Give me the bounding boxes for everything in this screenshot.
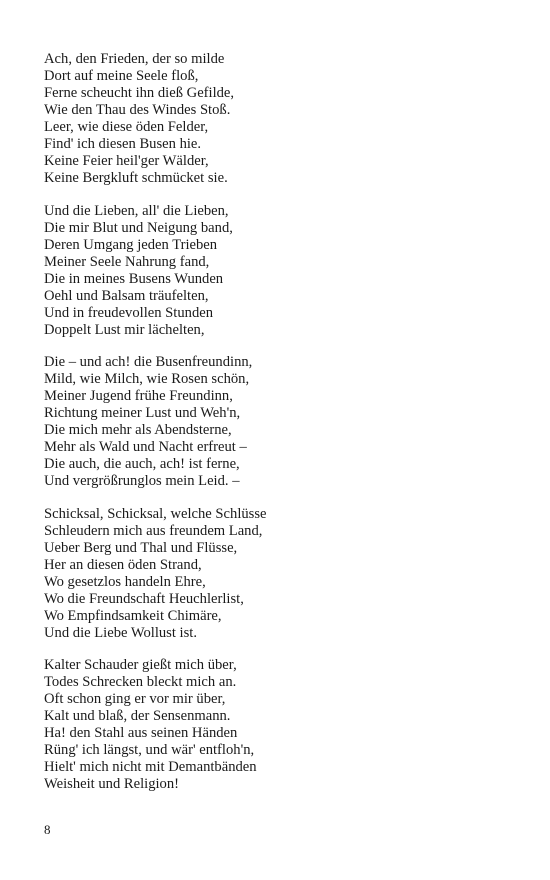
stanza-5	[44, 657, 524, 793]
poem-line: Todes Schrecken bleckt mich an.	[44, 674, 237, 690]
page-number: 8	[44, 822, 51, 837]
poem-line: Keine Feier heil'ger Wälder,	[44, 153, 209, 169]
poem-line: Her an diesen öden Strand,	[44, 556, 202, 573]
poem-line: Wo die Freundschaft Heuchlerlist,	[44, 590, 244, 607]
poem-line: Wo gesetzlos handeln Ehre,	[44, 573, 206, 590]
poem-line: Die in meines Busens Wunden	[44, 270, 224, 287]
poem-line: Ueber Berg und Thal und Flüsse,	[44, 539, 238, 556]
poem-line: Und in freudevollen Stunden	[44, 304, 214, 321]
poem-line: Oehl und Balsam träufelten,	[44, 287, 209, 304]
poem-line: Die auch, die auch, ach! ist ferne,	[44, 456, 240, 472]
poem-line: Wo Empfindsamkeit Chimäre,	[44, 607, 222, 624]
poem-line: Schleudern mich aus freundem Land,	[44, 522, 263, 539]
poem-line: Dort auf meine Seele floß,	[44, 68, 199, 84]
poem-line: Kalt und blaß, der Sensenmann.	[44, 708, 231, 724]
poem-line: Deren Umgang jeden Trieben	[44, 236, 218, 253]
poem-line: Kalter Schauder gießt mich über,	[44, 657, 237, 673]
poem-line: Die – und ach! die Busenfreundinn,	[44, 354, 253, 370]
poem-line: Die mir Blut und Neigung band,	[44, 219, 233, 236]
stanza-1	[44, 51, 524, 187]
poem-line: Wie den Thau des Windes Stoß.	[44, 102, 231, 118]
poem-line: Mild, wie Milch, wie Rosen schön,	[44, 371, 250, 387]
poem-line: Richtung meiner Lust und Weh'n,	[44, 405, 241, 421]
poem-line: Und die Liebe Wollust ist.	[44, 624, 197, 641]
poem-line: Meiner Jugend frühe Freundinn,	[44, 388, 233, 404]
poem-line: Und vergrößrunglos mein Leid. –	[44, 473, 240, 489]
poem-line: Mehr als Wald und Nacht erfreut –	[44, 439, 247, 455]
poem-line: Schicksal, Schicksal, welche Schlüsse	[44, 505, 267, 522]
poem-line: Ha! den Stahl aus seinen Händen	[44, 725, 238, 741]
poem-line: Ferne scheucht ihn dieß Gefilde,	[44, 85, 235, 101]
poem-line: Und die Lieben, all' die Lieben,	[44, 202, 229, 219]
poem-line: Doppelt Lust mir lächelten,	[44, 321, 205, 338]
poem-line: Meiner Seele Nahrung fand,	[44, 253, 210, 270]
poem-text	[44, 51, 524, 809]
stanza-4	[44, 506, 524, 642]
poem-line: Die mich mehr als Abendsterne,	[44, 422, 232, 438]
poem-line: Oft schon ging er vor mir über,	[44, 691, 226, 707]
poem-line: Leer, wie diese öden Felder,	[44, 119, 209, 135]
poem-line: Keine Bergkluft schmücket sie.	[44, 170, 228, 186]
poem-line: Ach, den Frieden, der so milde	[44, 51, 225, 67]
poem-line: Weisheit und Religion!	[44, 776, 180, 792]
poem-line: Rüng' ich längst, und wär' entfloh'n,	[44, 742, 255, 758]
poem-line: Hielt' mich nicht mit Demantbänden	[44, 759, 257, 775]
poem-line: Find' ich diesen Busen hie.	[44, 136, 202, 152]
stanza-3	[44, 354, 524, 490]
stanza-2	[44, 203, 524, 339]
